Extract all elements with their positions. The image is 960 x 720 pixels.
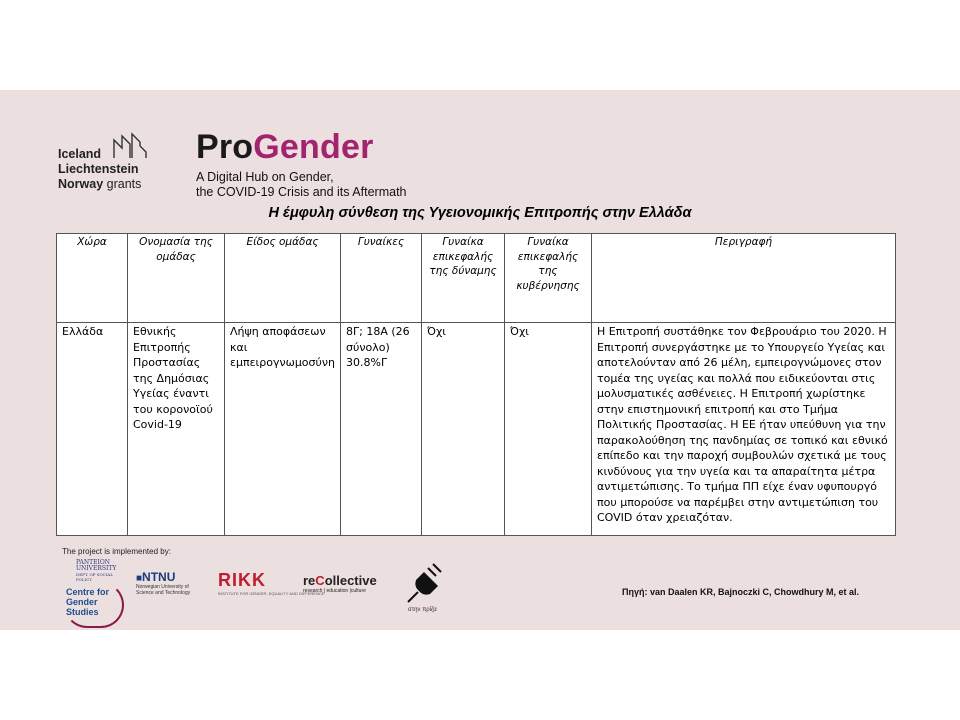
implemented-by-label: The project is implemented by: — [62, 547, 171, 556]
centre-line-2: Gender — [66, 597, 98, 607]
centre-line-3: Studies — [66, 607, 99, 617]
cell-woman-head-government: Όχι — [505, 323, 592, 536]
cell-description: Η Επιτροπή συστάθηκε τον Φεβρουάριο του 2020. Η Επιτροπή συνεργάστηκε με το Υπουργείο Υγείας και αποτελούνταν από 26 μέλη, εμπειρογνώμονες στον τομέα της υγείας και πολλά που ειδικεύονται στις μολυσματικές ασθένειες. Η Επιτροπή χωρίστηκε στην επιστημονική επιτροπή και στο Τμήμα Πολιτικής Προστασίας. Η ΕΕ ήταν υπεύθυνη για την παρακολούθηση της πανδημίας σε τοπικό και εθνικό επίπεδο και την παροχή συμβουλών σχετικά με τους κινδύνους για την υγεία και τα απαραίτητα μέτρα αντιμετώπισης. Το τμήμα ΠΠ είχε έναν υφυπουργό που μπορούσε να παρέμβει στην αντιμετώπιση του COVID όταν χρειαζόταν. — [592, 323, 896, 536]
ntnu-logo — [136, 570, 190, 596]
recollective-re: re — [303, 573, 316, 588]
header-woman-head-force: Γυναίκα επικεφαλής της δύναμης — [422, 234, 505, 323]
brand-gender: Gender — [253, 128, 374, 166]
table-row — [57, 323, 896, 536]
funder-norway: Norway — [58, 177, 104, 191]
cell-group-type: Λήψη αποφάσεων και εμπειρογνωμοσύνη — [225, 323, 341, 536]
panteion-name-1: PANTEION — [76, 559, 110, 566]
funder-grants: grants — [106, 177, 142, 191]
header-women: Γυναίκες — [341, 234, 422, 323]
brand-tagline — [196, 170, 407, 200]
tagline-line-1: A Digital Hub on Gender, — [196, 170, 334, 184]
cell-woman-head-force: Όχι — [422, 323, 505, 536]
centre-gender-studies — [66, 587, 109, 617]
header-group-name: Ονομασία της ομάδας — [128, 234, 225, 323]
brand-pro: Pro — [196, 128, 254, 166]
panteion-name-2: UNIVERSITY — [76, 565, 117, 572]
panteion-dept: DEPT. OF SOCIAL POLICY — [76, 572, 113, 582]
funder-line-3 — [58, 177, 141, 192]
plug-label: στην πρίζα — [408, 607, 437, 613]
ntnu-sub-2: Science and Technology — [136, 590, 191, 596]
funder-line-1: Iceland — [58, 147, 102, 161]
committee-table — [56, 233, 896, 536]
ntnu-name: ■NTNU — [136, 570, 176, 584]
rikk-name: RIKK — [218, 570, 266, 590]
centre-line-1: Centre for — [66, 587, 110, 597]
tagline-line-2: the COVID-19 Crisis and its Aftermath — [196, 185, 407, 199]
cell-women: 8Γ; 18Α (26 σύνολο) 30.8%Γ — [341, 323, 422, 536]
header-description: Περιγραφή — [592, 234, 896, 323]
ntnu-text: NTNU — [142, 570, 176, 584]
recollective-c: C — [315, 573, 325, 588]
cell-group-name: Εθνικής Επιτροπής Προστασίας της Δημόσιας Υγείας έναντι του κορονοϊού Covid-19 — [128, 323, 225, 536]
slide — [0, 90, 960, 630]
ntnu-sub-1: Norwegian University of — [136, 584, 189, 590]
source-citation: Πηγή: van Daalen KR, Bajnoczki C, Chowdhury M, et al. — [622, 587, 860, 597]
header-woman-head-government: Γυναίκα επικεφαλής της κυβέρνησης — [505, 234, 592, 323]
slide-title: Η έμφυλη σύνθεση της Υγειονομικής Επιτροπής στην Ελλάδα — [268, 205, 692, 221]
cell-country: Ελλάδα — [57, 323, 128, 536]
funder-line-2: Liechtenstein — [58, 162, 139, 176]
panteion-name — [76, 560, 127, 582]
funder-logo — [58, 147, 141, 192]
header-country: Χώρα — [57, 234, 128, 323]
panteion-logo — [62, 560, 127, 622]
plug-logo — [406, 562, 446, 622]
recollective-logo — [303, 573, 377, 594]
rikk-sub: INSTITUTE FOR GENDER, EQUALITY AND DIFFERENCE — [218, 591, 325, 596]
recollective-rest: ollective — [324, 573, 377, 588]
table-header-row — [57, 234, 896, 323]
recollective-sub: research | education |culture — [303, 588, 366, 594]
progender-logo — [196, 128, 374, 167]
header-group-type: Είδος ομάδας — [225, 234, 341, 323]
plug-icon — [406, 562, 446, 604]
